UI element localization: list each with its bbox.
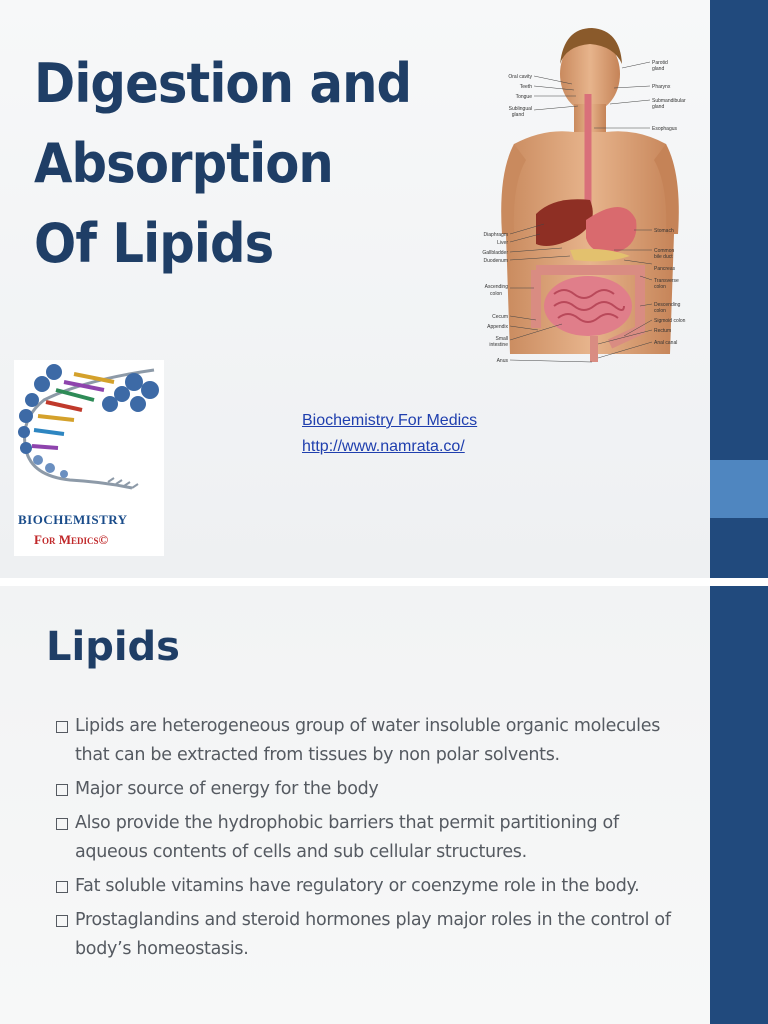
anatomy-label: Esophagus: [652, 126, 678, 132]
bullet-text: Fat soluble vitamins have regulatory or coenzyme role in the body.: [75, 876, 640, 896]
source-links: [302, 408, 477, 460]
checkbox-bullet-icon: [56, 721, 68, 733]
anatomy-label: Gallbladder: [482, 250, 508, 256]
anatomy-label: Anal canal: [654, 340, 678, 346]
anatomy-label: Descending: [654, 302, 681, 308]
anatomy-label: Pancreas: [654, 266, 676, 272]
link-namrata-url[interactable]: http://www.namrata.co/: [302, 438, 465, 455]
list-item: [56, 712, 686, 770]
biochemistry-logo: [14, 360, 164, 556]
anatomy-label: Sigmoid colon: [654, 318, 686, 324]
slide-divider: [0, 578, 768, 586]
anatomy-label: gland: [511, 112, 524, 118]
anatomy-label: intestine: [489, 342, 508, 348]
logo-text-biochemistry: BIOCHEMISTRY: [18, 512, 128, 527]
list-item: [56, 775, 686, 804]
anatomy-label: Sublingual: [508, 106, 532, 112]
anatomy-label: gland: [652, 66, 665, 72]
anatomy-label: Pharynx: [652, 84, 671, 90]
anatomy-label: colon: [654, 284, 666, 290]
anatomy-label: Small: [495, 336, 508, 342]
title-line: Of Lipids: [34, 212, 274, 275]
anatomy-label: Appendix: [487, 324, 508, 330]
sidebar-accent-block: [710, 460, 768, 518]
anatomy-label: Ascending: [484, 284, 508, 290]
list-item: [56, 906, 686, 964]
anatomy-label: Tongue: [515, 94, 532, 100]
lipids-slide: [0, 586, 768, 1024]
slide-heading: Lipids: [46, 624, 180, 670]
anatomy-label: colon: [654, 308, 666, 314]
checkbox-bullet-icon: [56, 881, 68, 893]
checkbox-bullet-icon: [56, 915, 68, 927]
anatomy-label: Liver: [497, 240, 508, 246]
dna-helix-icon: [14, 360, 164, 510]
anatomy-label: gland: [652, 104, 665, 110]
bullet-text: Also provide the hydrophobic barriers that permit partitioning of aqueous contents of cells and sub cellular structures.: [75, 813, 619, 862]
anatomy-label: Parotid: [652, 60, 668, 66]
list-item: [56, 872, 686, 901]
bullet-text: Prostaglandins and steroid hormones play major roles in the control of body’s homeostasis.: [75, 910, 671, 959]
anatomy-label: colon: [490, 291, 502, 297]
checkbox-bullet-icon: [56, 784, 68, 796]
anatomy-label: Teeth: [519, 84, 532, 90]
anatomy-label: Cecum: [492, 314, 508, 320]
anatomy-label: Transverse: [654, 278, 679, 284]
list-item: [56, 809, 686, 867]
digestive-system-illustration: [474, 24, 706, 372]
anatomy-label: Stomach: [654, 228, 674, 234]
title-line: Digestion and: [34, 52, 412, 115]
title-line: Absorption: [34, 132, 333, 195]
sidebar-band: [710, 586, 768, 1024]
bullet-text: Major source of energy for the body: [75, 779, 379, 799]
checkbox-bullet-icon: [56, 818, 68, 830]
anatomy-label: bile duct: [654, 254, 673, 260]
anatomy-label: Anus: [496, 358, 508, 364]
bullet-list: [56, 712, 686, 969]
bullet-text: Lipids are heterogeneous group of water insoluble organic molecules that can be extracted from tissues by non polar solvents.: [75, 716, 661, 765]
anatomy-label: Oral cavity: [508, 74, 532, 80]
anatomy-label: Common: [654, 248, 675, 254]
logo-text-for-medics: For Medics©: [34, 532, 109, 547]
link-biochemistry-for-medics[interactable]: Biochemistry For Medics: [302, 412, 478, 429]
slide-title: [34, 44, 439, 284]
anatomy-label: Submandibular: [652, 98, 686, 104]
anatomy-label: Diaphragm: [483, 232, 508, 238]
anatomy-label: Duodenum: [483, 258, 508, 264]
anatomy-label: Rectum: [654, 328, 672, 334]
